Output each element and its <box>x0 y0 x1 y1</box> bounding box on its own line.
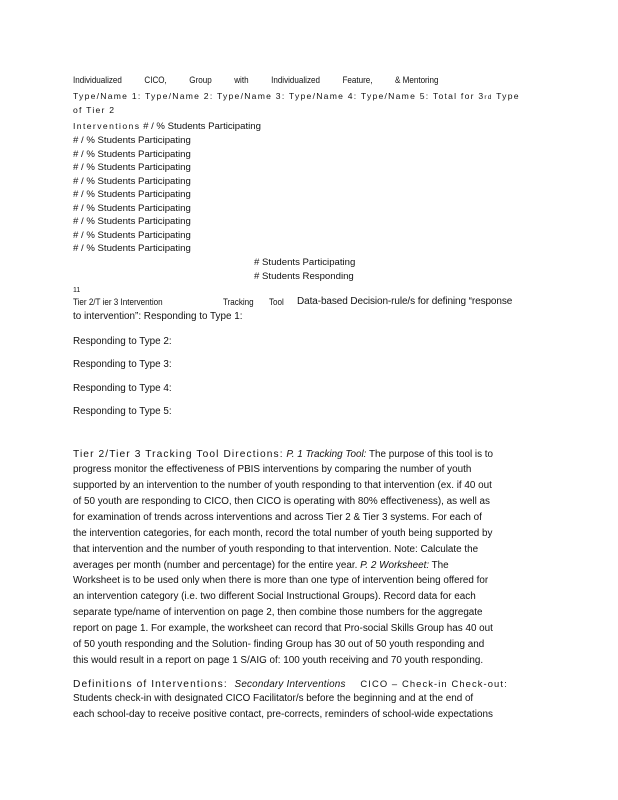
averages-text: averages per month (number and percentage) for the entire year. <box>73 560 361 571</box>
directions-line: supported by an intervention to the number of youth responding to that intervention (ex. if 40 out <box>73 480 492 491</box>
directions-line: for examination of trends across interventions and across Tier 2 & Tier 3 systems. For each of <box>73 512 482 523</box>
col-individualized-2: Individualized <box>271 74 320 85</box>
col-group: Group <box>189 74 212 85</box>
pct-row: # / % Students Participating <box>73 175 191 187</box>
definitions-title: Definitions of Interventions: <box>73 679 228 690</box>
pct-row: # / % Students Participating <box>73 148 191 160</box>
page-number: 11 <box>73 287 81 294</box>
total-participating: # Students Participating <box>254 257 356 268</box>
directions-line: an intervention category (i.e. two different Social Instructional Groups). Record data for each <box>73 591 476 602</box>
type-name-text: Type/Name 1: Type/Name 2: Type/Name 3: Type/Name 4: Type/Name 5: Total for 3 <box>73 91 485 101</box>
pct-row: # / % Students Participating <box>73 162 191 173</box>
p2-label: P. 2 Worksheet: <box>360 560 430 571</box>
directions-line-1: The purpose of this tool is to <box>366 449 494 460</box>
averages-tail: The <box>429 560 449 571</box>
interventions-label: Interventions <box>73 121 141 131</box>
definitions-header <box>73 677 508 692</box>
total-responding: # Students Responding <box>254 270 354 282</box>
tool-title-part1: Tier 2/T ier 3 Intervention <box>73 296 163 307</box>
tier2-row: of Tier 2 <box>73 105 116 115</box>
responding-type-1: to intervention”: Responding to Type 1: <box>73 311 243 322</box>
col-feature: Feature, <box>342 74 373 85</box>
tool-title-part2: Tracking <box>223 296 254 307</box>
pct-row: # / % Students Participating <box>73 216 191 227</box>
definitions-line: each school-day to receive positive contact, pre-corrects, reminders of school-wide expectations <box>73 709 493 720</box>
decision-rule-text: Data-based Decision-rule/s for defining “response <box>297 296 513 307</box>
interventions-row <box>73 120 261 133</box>
directions-line: Worksheet is to be used only when there is more than one type of intervention being offered for <box>73 575 489 586</box>
pct-row: # / % Students Participating <box>73 135 191 146</box>
directions-line: this would result in a report on page 1 S/AIG of: 100 youth receiving and 70 youth responding. <box>73 655 484 666</box>
tracking-tool-header <box>73 296 618 308</box>
pct-row: # / % Students Participating <box>73 189 191 200</box>
pct-row: # / % Students Participating <box>73 202 191 214</box>
pct-row: # / % Students Participating <box>73 229 191 241</box>
superscript-rd: rd <box>484 94 493 101</box>
directions-line-averages <box>73 559 449 573</box>
type-tail: Type <box>492 91 520 101</box>
directions-line: the intervention categories, for each month, record the total number of youth being supported by <box>73 528 493 539</box>
intervention-types-row <box>73 74 439 86</box>
type-name-row <box>73 90 520 104</box>
directions-line: of 50 youth responding and the Solution- finding Group has 30 out of 50 youth responding and <box>73 639 485 650</box>
responding-type-3: Responding to Type 3: <box>73 359 172 370</box>
secondary-interventions: Secondary Interventions <box>234 679 346 690</box>
directions-first-line <box>73 448 493 462</box>
cico-heading: CICO – Check-in Check-out: <box>360 678 508 689</box>
directions-line: that intervention and the number of youth responding to that intervention. Note: Calculate the <box>73 544 479 555</box>
tool-title-part3: Tool <box>269 296 284 307</box>
directions-line: report on page 1. For example, the worksheet can record that Pro-social Skills Group has 40 out <box>73 623 493 634</box>
p1-label: P. 1 Tracking Tool: <box>286 449 367 460</box>
col-with: with <box>234 74 249 85</box>
directions-line: separate type/name of intervention on page 2, then combine those numbers for the aggregate <box>73 607 483 618</box>
definitions-line: Students check-in with designated CICO Facilitator/s before the beginning and at the end of <box>73 693 474 704</box>
directions-title: Tier 2/Tier 3 Tracking Tool Directions: <box>73 449 284 460</box>
responding-type-4: Responding to Type 4: <box>73 383 172 394</box>
col-cico: CICO, <box>144 74 167 85</box>
directions-line: of 50 youth are responding to CICO, then CICO is operating with 80% effectiveness), as well as <box>73 496 490 507</box>
responding-type-5: Responding to Type 5: <box>73 406 172 417</box>
participating-label: # / % Students Participating <box>140 121 261 132</box>
responding-type-2: Responding to Type 2: <box>73 336 172 347</box>
pct-row: # / % Students Participating <box>73 243 191 254</box>
directions-line: progress monitor the effectiveness of PBIS interventions by comparing the number of youth <box>73 464 472 475</box>
col-mentoring: & Mentoring <box>395 74 439 85</box>
col-individualized: Individualized <box>73 74 122 85</box>
